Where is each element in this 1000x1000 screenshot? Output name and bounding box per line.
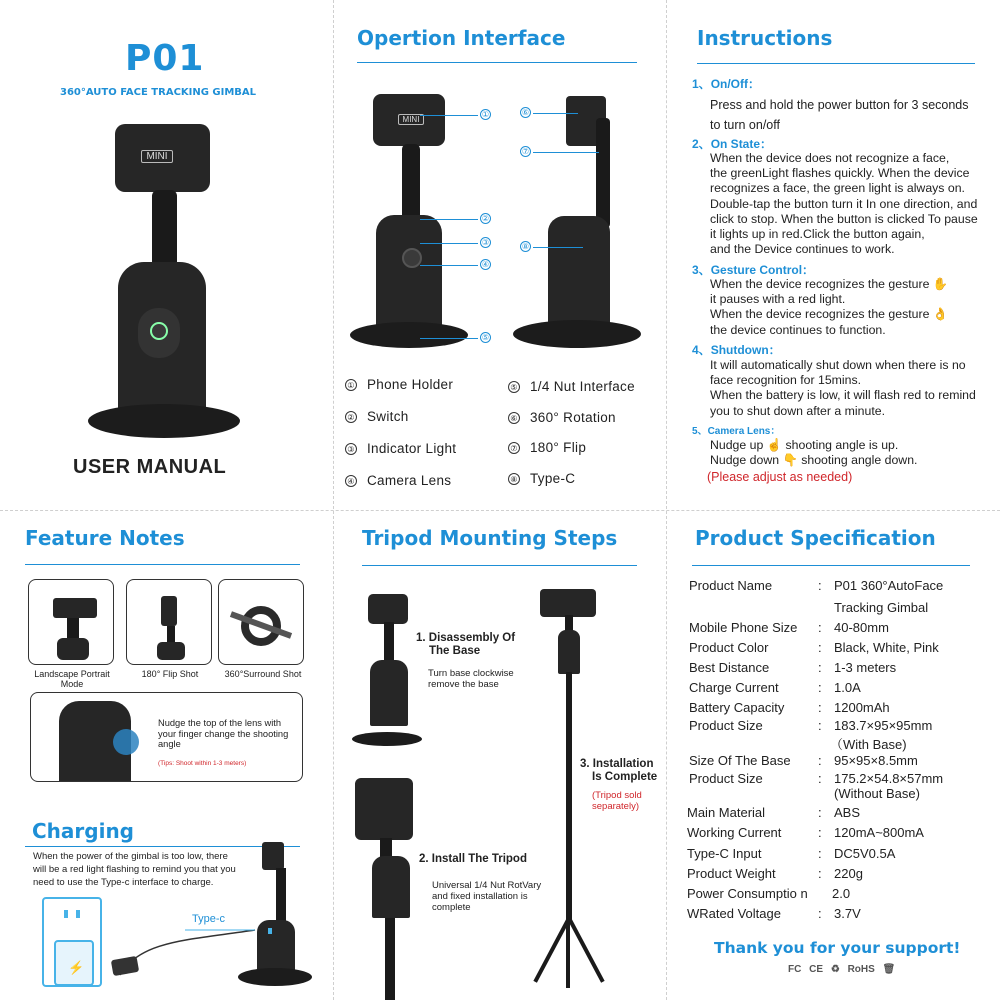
spec-key: Product Color [689, 640, 769, 655]
step1-title: 1. Disassembly Of The Base [416, 632, 516, 657]
palm-gesture-icon: ✋ [932, 277, 949, 291]
spec-value: 3.7V [834, 906, 861, 921]
operation-title: Opertion Interface [357, 26, 566, 50]
instr-text-4: It will automatically shut down when there is no face recognition for 15mins. When the battery is low, it will flash red to remind you to shut down after a minute. [710, 358, 976, 418]
instr-text-3: When the device recognizes the gesture ✋ it pauses with a red light. When the device recognizes the gesture 👌 the device continues to function. [710, 277, 949, 337]
part-1: ① Phone Holder [345, 377, 453, 392]
nudge-tips: (Tips: Shoot within 1-3 meters) [158, 760, 247, 767]
spec-value: 2.0 [832, 886, 851, 901]
caption-surround: 360°Surround Shot [224, 669, 302, 679]
spec-key: Working Current [687, 825, 782, 840]
spec-key: Product Size [689, 718, 763, 733]
mini-label-front: MINI [398, 114, 424, 125]
spec-value: 183.7×95×95mm [834, 718, 933, 733]
operation-rule [357, 62, 637, 63]
step1-text: Turn base clockwise remove the base [428, 668, 514, 690]
spec-key: Size Of The Base [689, 753, 791, 768]
callout-3: ③ [481, 238, 490, 247]
recycle-icon: ♻ [830, 964, 840, 975]
callout-2: ② [481, 214, 490, 223]
callout-1: ① [481, 110, 490, 119]
feature-panel-landscape [28, 579, 114, 665]
feature-panel-flip [126, 579, 212, 665]
step3-title: 3. Installation Is Complete [580, 758, 658, 783]
callout-8: ⑧ [521, 242, 530, 251]
part-7: ⑦ 180° Flip [508, 440, 586, 455]
spec-title: Product Specification [695, 526, 936, 550]
nudge-up-icon: ☝ [766, 438, 783, 452]
spec-value: Tracking Gimbal [834, 600, 929, 615]
cover-subtitle: 360°AUTO FACE TRACKING GIMBAL [60, 87, 257, 98]
spec-key: Best Distance [689, 660, 770, 675]
cert-marks [788, 964, 895, 975]
spec-key: Product Size [689, 771, 763, 786]
instr-heading-1: 1、On/Off： [692, 77, 761, 91]
spec-value: (Without Base) [834, 786, 920, 801]
tripod-rule [362, 565, 637, 566]
part-8: ⑧ Type-C [508, 471, 575, 486]
callout-7: ⑦ [521, 147, 530, 156]
mini-label: MINI [141, 150, 173, 163]
part-5: ⑤ 1/4 Nut Interface [508, 379, 635, 394]
instr-heading-4: 4、Shutdown： [692, 343, 781, 357]
ce-mark-icon: CE [809, 964, 824, 975]
instr-text-1: Press and hold the power button for 3 seconds to turn on/off [710, 98, 969, 132]
callout-5: ⑤ [481, 333, 490, 342]
part-4: ④ Camera Lens [345, 473, 451, 488]
spec-value: 1-3 meters [834, 660, 897, 675]
feature-rule [25, 564, 300, 565]
spec-value: 1.0A [834, 680, 861, 695]
fc-mark-icon: FC [788, 964, 802, 975]
caption-landscape: Landscape Portrait Mode [34, 669, 110, 689]
spec-value: ABS [834, 805, 861, 820]
pinch-gesture-icon: 👌 [932, 307, 949, 322]
spec-value: 40-80mm [834, 620, 889, 635]
callout-6: ⑥ [521, 108, 530, 117]
step3-note: (Tripod sold separately) [592, 790, 642, 812]
divider-h [0, 510, 1000, 511]
nudge-text: Nudge the top of the lens with your finger change the shooting angle [158, 718, 289, 749]
spec-value: 220g [834, 866, 863, 881]
spec-key: Battery Capacity [689, 700, 785, 715]
spec-value: P01 360°AutoFace [834, 578, 944, 593]
spec-value: 120mA~800mA [834, 825, 924, 840]
spec-key: Product Weight [687, 866, 776, 881]
instructions-rule [697, 63, 975, 64]
feature-panel-surround [218, 579, 304, 665]
user-manual-title: USER MANUAL [73, 456, 227, 478]
instructions-note: (Please adjust as needed) [707, 470, 853, 484]
instr-text-5: Nudge up ☝ shooting angle is up. Nudge down 👇 shooting angle down. [710, 438, 918, 468]
tripod-title: Tripod Mounting Steps [362, 526, 618, 550]
spec-key: Type-C Input [687, 846, 762, 861]
spec-value: 175.2×54.8×57mm [834, 771, 944, 786]
thanks-text: Thank you for your support! [714, 939, 961, 957]
spec-value: Black, White, Pink [834, 640, 939, 655]
charging-title: Charging [32, 819, 135, 843]
spec-value: 1200mAh [834, 700, 890, 715]
caption-flip: 180° Flip Shot [141, 669, 199, 679]
spec-key: Main Material [687, 805, 766, 820]
spec-key: Charge Current [689, 680, 779, 695]
instr-text-2: When the device does not recognize a face, the greenLight flashes quickly. When the device recognizes a face, the green light is always on. Double-tap the button turn it In one direction, and click to stop. When the button is clicked To pause it lights up in red.Click the button again, and the Device continues to work. [710, 151, 978, 257]
charging-text: When the power of the gimbal is too low, there will be a red light flashing to remind you that you need to use the Type-c interface to charge. [33, 851, 236, 888]
model-title: P01 [125, 38, 205, 79]
port-label: Type-c [192, 913, 226, 925]
instructions-title: Instructions [697, 26, 833, 50]
rohs-mark-icon: RoHS [847, 964, 875, 975]
part-6: ⑥ 360° Rotation [508, 410, 616, 425]
step2-text: Universal 1/4 Nut RotVary and fixed installation is complete [432, 880, 542, 913]
instr-heading-2: 2、On State： [692, 137, 773, 151]
instr-heading-5: 5、Camera Lens： [692, 426, 781, 437]
spec-value: DC5V0.5A [834, 846, 896, 861]
part-3: ③ Indicator Light [345, 441, 456, 456]
divider-v2 [666, 0, 667, 1000]
spec-rule [692, 565, 970, 566]
callout-4: ④ [481, 260, 490, 269]
spec-value: 95×95×8.5mm [834, 753, 918, 768]
spec-value: （With Base) [830, 737, 907, 752]
spec-key: Product Name [689, 578, 773, 593]
spec-key: WRated Voltage [687, 906, 781, 921]
instr-heading-3: 3、Gesture Control： [692, 263, 815, 277]
nudge-down-icon: 👇 [782, 453, 798, 468]
charging-rule [25, 846, 300, 847]
step2-title: 2. Install The Tripod [419, 853, 527, 865]
spec-key: Power Consumptio n [687, 886, 808, 901]
divider-v1 [333, 0, 334, 1000]
weee-bin-icon: 🗑 [882, 964, 896, 975]
part-2: ② Switch [345, 409, 409, 424]
spec-key: Mobile Phone Size [689, 620, 798, 635]
feature-title: Feature Notes [25, 526, 185, 550]
